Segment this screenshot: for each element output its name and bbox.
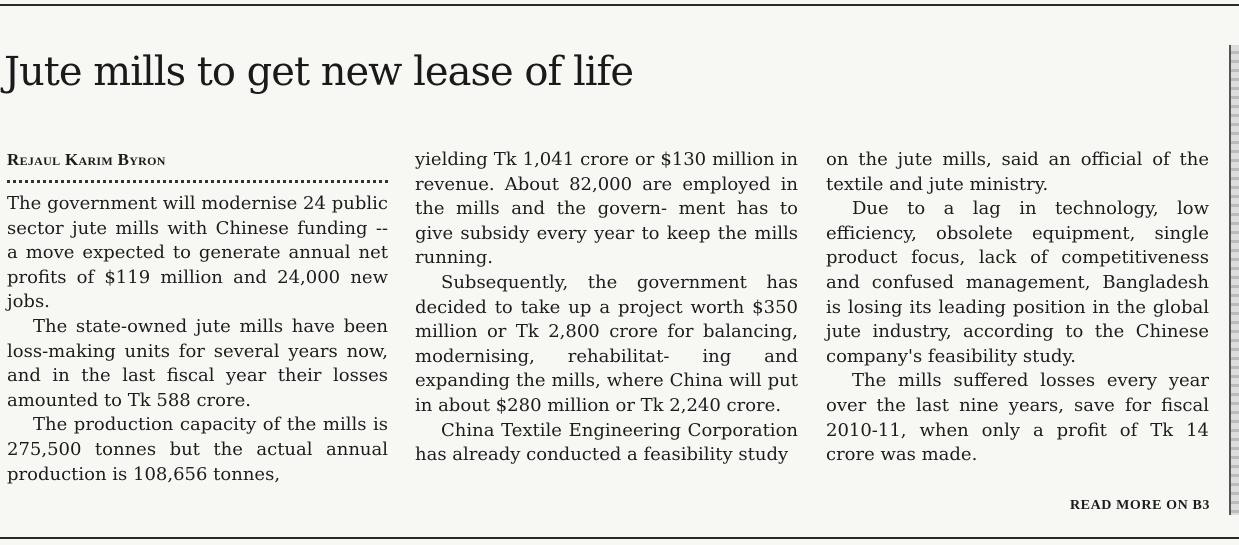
headline: Jute mills to get new lease of life: [4, 49, 634, 95]
adjacent-page-edge: [1229, 45, 1239, 515]
column-1: [7, 148, 388, 487]
paragraph: Subsequently, the government has decided to take up a project worth $350 million or Tk 2,800 crore for balancing, modernising, rehabilitat- ing and expanding the mills, where China will put in about $280 million or Tk 2,240 crore.: [415, 271, 798, 416]
paragraph: yielding Tk 1,041 crore or $130 million in revenue. About 82,000 are employed in the mills and the govern- ment has to give subsidy every year to keep the mills running.: [415, 149, 798, 269]
paragraph: Due to a lag in technology, low efficiency, obsolete equipment, single product focus, lack of competitiveness and confused management, Bangladesh is losing its leading position in the global jute industry, according to the Chinese company's feasibility study.: [826, 198, 1209, 367]
paragraph: on the jute mills, said an official of the textile and jute ministry.: [826, 149, 1209, 195]
paragraph: China Textile Engineering Corporation has already conducted a feasibility study: [415, 419, 798, 466]
column-3: [826, 148, 1209, 468]
column-2: [415, 148, 798, 468]
paragraph: The state-owned jute mills have been loss-making units for several years now, and in the last fiscal year their losses amounted to Tk 588 crore.: [7, 315, 388, 411]
paragraph: The mills suffered losses every year over the last nine years, save for fiscal 2010-11, when only a profit of Tk 14 crore was made.: [826, 370, 1209, 466]
read-more-link[interactable]: READ MORE ON B3: [1069, 498, 1210, 513]
bottom-rule: [0, 537, 1239, 539]
byline-divider: [7, 180, 388, 183]
top-rule: [0, 4, 1239, 6]
paragraph: The government will modernise 24 public sector jute mills with Chinese funding -- a move expected to generate annual net profits of $119 million and 24,000 new jobs.: [7, 193, 388, 313]
byline: Rejaul Karim Byron: [7, 150, 166, 169]
paragraph: The production capacity of the mills is 275,500 tonnes but the actual annual production is 108,656 tonnes,: [7, 414, 388, 485]
